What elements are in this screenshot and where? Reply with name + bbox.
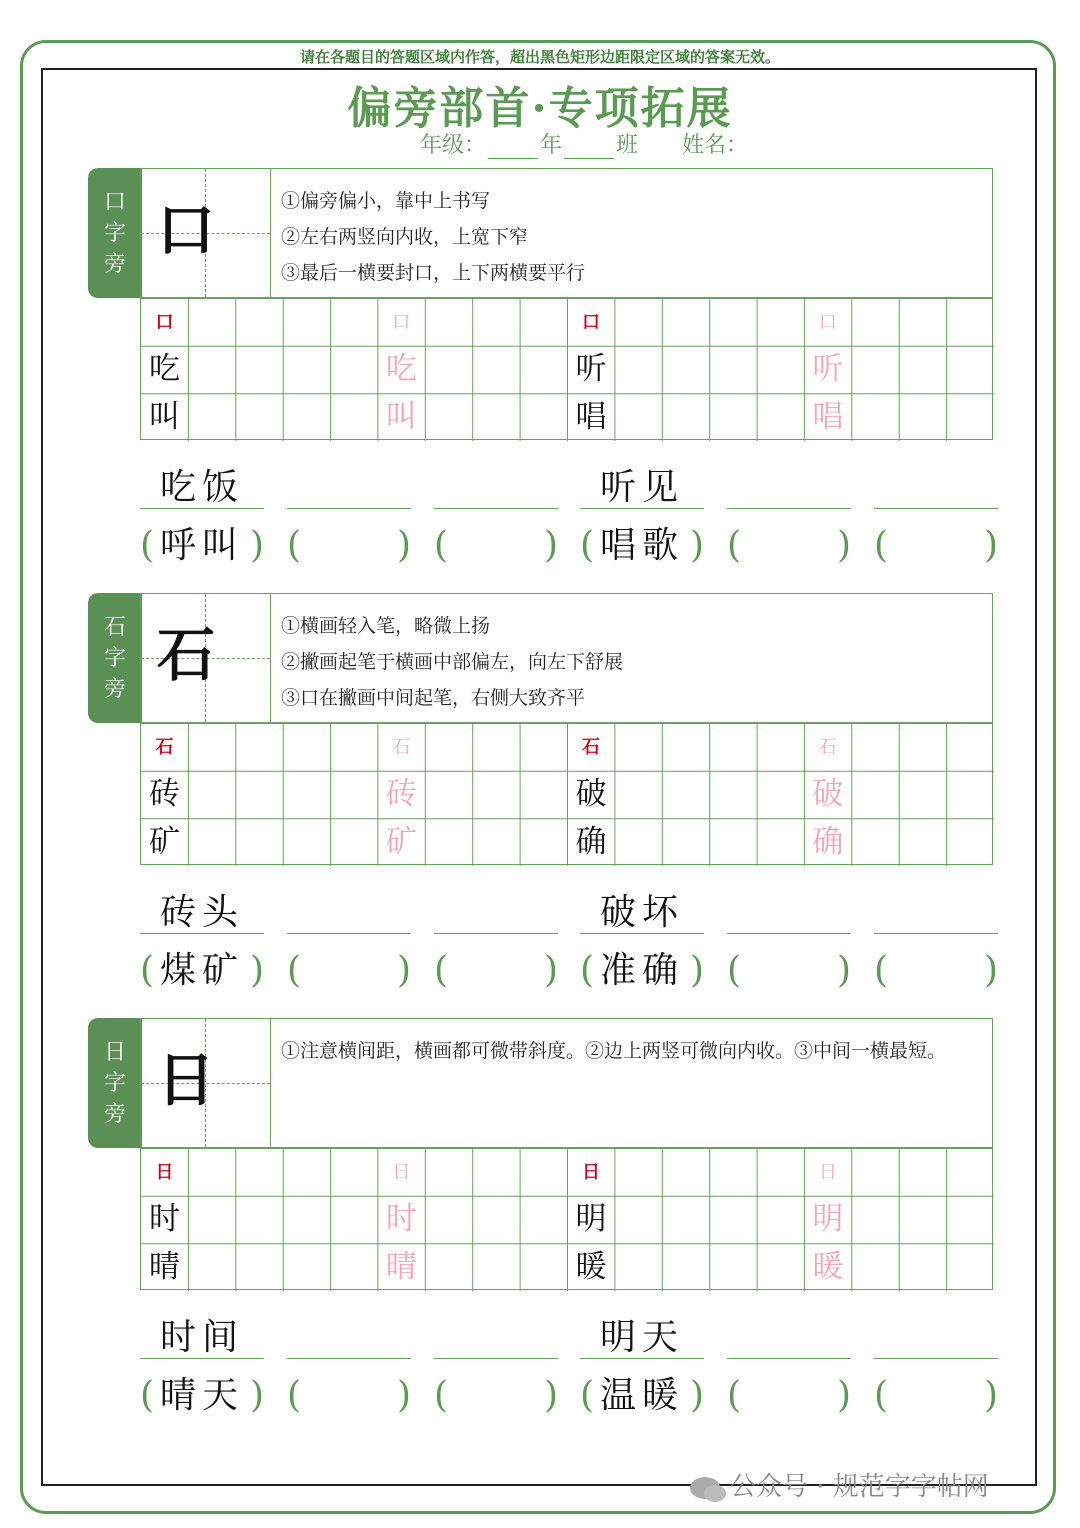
word-line[interactable] bbox=[727, 1318, 851, 1359]
paren-blank[interactable]: ( ) bbox=[727, 950, 851, 991]
page-title: 偏旁部首·专项拓展 bbox=[347, 83, 733, 134]
paren-blank[interactable]: ( ) bbox=[434, 950, 558, 991]
writing-tips bbox=[281, 183, 971, 291]
paren-blank[interactable]: ( 煤矿 ) bbox=[140, 950, 264, 991]
grid-char: 确 bbox=[575, 823, 607, 860]
notice-text: 请在各题目的答题区域内作答，超出黑色矩形边距限定区域的答案无效。 bbox=[299, 48, 780, 66]
word-line: 吃饭 bbox=[140, 468, 264, 509]
paren-word: 呼叫 bbox=[159, 525, 244, 566]
word-line: 破坏 bbox=[580, 893, 704, 934]
word-practice bbox=[140, 893, 1010, 1033]
tip-line: ③口在撇画中间起笔，右侧大致齐平 bbox=[281, 687, 586, 709]
paren-word: 准确 bbox=[599, 950, 684, 991]
radical-tab bbox=[88, 168, 142, 298]
tab-char: 字 bbox=[103, 220, 126, 246]
word-line[interactable] bbox=[287, 1318, 411, 1359]
model-char-cell bbox=[141, 1019, 271, 1147]
word-line[interactable] bbox=[287, 893, 411, 934]
year-label: 年 bbox=[540, 133, 563, 158]
grid-char: 明 bbox=[575, 1201, 607, 1238]
grid-char: 日 bbox=[818, 1162, 837, 1183]
grid-char: 吃 bbox=[385, 351, 417, 388]
radical-tab bbox=[88, 593, 142, 723]
grid-char: 听 bbox=[812, 351, 844, 388]
tip-line: ①偏旁偏小，靠中上书写 bbox=[281, 190, 491, 212]
paren-blank[interactable]: ( ) bbox=[287, 1375, 411, 1416]
word-line: 时间 bbox=[140, 1318, 264, 1359]
tip-line: ①注意横间距，横画都可微带斜度。②边上两竖可微向内收。③中间一横最短。 bbox=[281, 1040, 947, 1062]
grid-char: 口 bbox=[582, 312, 600, 333]
grid-char: 唱 bbox=[812, 398, 844, 435]
paren-blank[interactable]: ( ) bbox=[434, 525, 558, 566]
name-label: 姓名： bbox=[682, 133, 749, 158]
grade-label: 年级： bbox=[420, 133, 487, 158]
grid-char: 矿 bbox=[149, 823, 180, 860]
class-label: 班 bbox=[616, 133, 639, 158]
word-line[interactable] bbox=[727, 893, 851, 934]
model-radical: 石 bbox=[156, 621, 215, 689]
grid-char: 口 bbox=[155, 312, 174, 333]
grid-char: 明 bbox=[812, 1201, 844, 1238]
grid-char: 日 bbox=[392, 1162, 411, 1183]
radical-header-box bbox=[140, 1018, 993, 1148]
practice-grid[interactable] bbox=[140, 298, 993, 440]
paren-word: 唱歌 bbox=[599, 525, 684, 566]
word-line[interactable] bbox=[287, 468, 411, 509]
grid-char: 口 bbox=[392, 312, 411, 333]
grid-char: 砖 bbox=[385, 776, 417, 813]
model-char-cell bbox=[141, 169, 271, 297]
tab-char: 旁 bbox=[103, 1101, 126, 1127]
word-line[interactable] bbox=[874, 893, 998, 934]
grid-char: 破 bbox=[575, 776, 607, 813]
grid-char: 叫 bbox=[385, 398, 417, 435]
tab-char: 口 bbox=[103, 189, 126, 215]
paren-blank[interactable]: ( ) bbox=[727, 525, 851, 566]
tab-char: 旁 bbox=[103, 251, 126, 277]
paren-blank[interactable]: ( ) bbox=[287, 525, 411, 566]
practice-grid[interactable] bbox=[140, 723, 993, 865]
grid-char: 破 bbox=[812, 776, 844, 813]
grid-char: 吃 bbox=[149, 351, 180, 388]
writing-tips bbox=[281, 1033, 971, 1069]
radical-header-box bbox=[140, 593, 993, 723]
paren-blank[interactable]: ( 晴天 ) bbox=[140, 1375, 264, 1416]
model-radical: 口 bbox=[156, 196, 215, 264]
grid-char: 石 bbox=[392, 737, 411, 758]
class-blank[interactable] bbox=[564, 140, 614, 159]
grid-char: 砖 bbox=[149, 776, 180, 813]
tip-line: ③最后一横要封口，上下两横要平行 bbox=[281, 262, 586, 284]
grid-char: 矿 bbox=[385, 823, 417, 860]
word-line[interactable] bbox=[434, 893, 558, 934]
paren-blank[interactable]: ( 呼叫 ) bbox=[140, 525, 264, 566]
word-practice bbox=[140, 468, 1010, 608]
grid-char: 晴 bbox=[149, 1248, 180, 1285]
word-line[interactable] bbox=[434, 468, 558, 509]
paren-blank[interactable]: ( 唱歌 ) bbox=[580, 525, 704, 566]
word-line[interactable] bbox=[727, 468, 851, 509]
paren-word: 煤矿 bbox=[159, 950, 244, 991]
tip-line: ②撇画起笔于横画中部偏左，向左下舒展 bbox=[281, 651, 624, 673]
grid-char: 石 bbox=[155, 737, 174, 758]
grid-char: 日 bbox=[582, 1162, 600, 1183]
grid-char: 石 bbox=[582, 737, 600, 758]
paren-blank[interactable]: ( ) bbox=[874, 525, 998, 566]
grid-char: 唱 bbox=[575, 398, 607, 435]
practice-grid[interactable] bbox=[140, 1148, 993, 1290]
wechat-icon bbox=[690, 1477, 720, 1499]
paren-word: 晴天 bbox=[159, 1375, 244, 1416]
word-practice bbox=[140, 1318, 1010, 1458]
radical-tab bbox=[88, 1018, 142, 1148]
grid-char: 晴 bbox=[385, 1248, 417, 1285]
paren-blank[interactable]: ( ) bbox=[727, 1375, 851, 1416]
word-line: 砖头 bbox=[140, 893, 264, 934]
grid-char: 石 bbox=[818, 737, 837, 758]
word-line[interactable] bbox=[874, 1318, 998, 1359]
paren-blank[interactable]: ( 准确 ) bbox=[580, 950, 704, 991]
paren-blank[interactable]: ( ) bbox=[434, 1375, 558, 1416]
paren-blank[interactable]: ( ) bbox=[287, 950, 411, 991]
student-info-line bbox=[420, 128, 748, 159]
tip-line: ①横画轻入笔，略微上扬 bbox=[281, 615, 491, 637]
tab-char: 日 bbox=[103, 1039, 126, 1065]
tab-char: 石 bbox=[103, 614, 126, 640]
grid-char: 时 bbox=[149, 1201, 180, 1238]
paren-blank[interactable]: ( ) bbox=[874, 1375, 998, 1416]
grid-char: 时 bbox=[385, 1201, 417, 1238]
word-line: 听见 bbox=[580, 468, 704, 509]
grid-char: 确 bbox=[812, 823, 844, 860]
grid-char: 口 bbox=[818, 312, 837, 333]
grid-char: 日 bbox=[155, 1162, 174, 1183]
watermark bbox=[690, 1466, 989, 1503]
word-line[interactable] bbox=[434, 1318, 558, 1359]
model-char-cell bbox=[141, 594, 271, 722]
grade-blank[interactable] bbox=[488, 140, 538, 159]
grid-char: 听 bbox=[575, 351, 607, 388]
watermark-text: 公众号 · 规范字字帖网 bbox=[730, 1472, 989, 1502]
radical-header-box bbox=[140, 168, 993, 298]
word-line: 明天 bbox=[580, 1318, 704, 1359]
model-radical: 日 bbox=[156, 1046, 215, 1114]
tab-char: 字 bbox=[103, 1070, 126, 1096]
tip-line: ②左右两竖向内收，上宽下窄 bbox=[281, 226, 529, 248]
tab-char: 旁 bbox=[103, 676, 126, 702]
paren-word: 温暖 bbox=[599, 1375, 684, 1416]
grid-char: 暖 bbox=[575, 1248, 607, 1285]
tab-char: 字 bbox=[103, 645, 126, 671]
word-line[interactable] bbox=[874, 468, 998, 509]
paren-blank[interactable]: ( 温暖 ) bbox=[580, 1375, 704, 1416]
grid-char: 叫 bbox=[149, 398, 180, 435]
writing-tips bbox=[281, 608, 971, 716]
grid-char: 暖 bbox=[812, 1248, 844, 1285]
paren-blank[interactable]: ( ) bbox=[874, 950, 998, 991]
